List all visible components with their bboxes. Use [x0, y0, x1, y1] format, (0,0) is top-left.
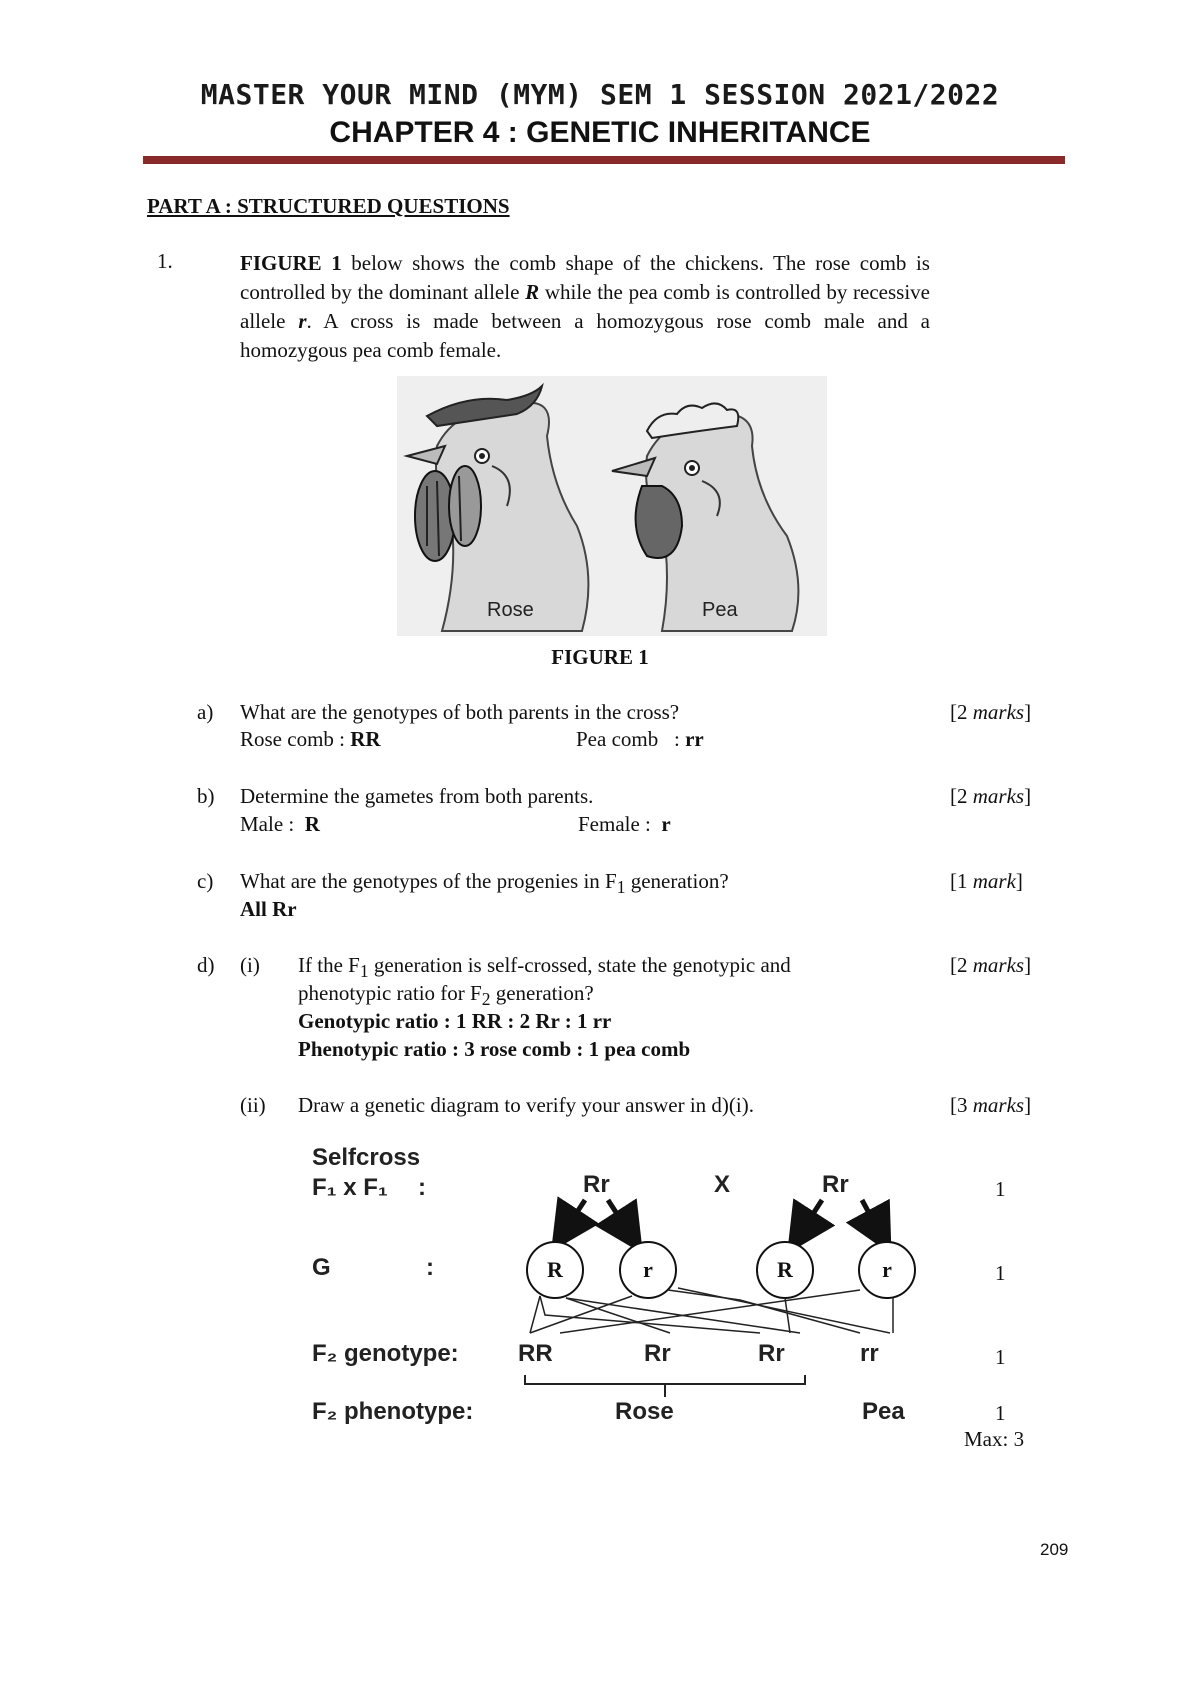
cross-symbol: X — [714, 1171, 731, 1198]
marks-close: ] — [1024, 953, 1032, 977]
allele-dominant: R — [525, 280, 540, 304]
score-f1: 1 — [995, 1177, 1006, 1201]
subscript: 1 — [359, 961, 369, 982]
marks-word: marks — [972, 953, 1025, 977]
f2-genotype-label: F₂ genotype: — [312, 1340, 459, 1367]
f1-cross-label: F₁ x F₁ — [312, 1174, 388, 1201]
page-number: 209 — [1040, 1540, 1069, 1559]
gamete-R-2: R — [777, 1257, 793, 1282]
gametes-label: G — [312, 1254, 331, 1281]
question-text-part: . A cross is made between a homozygous rose comb male and a homozygous pea comb female. — [240, 309, 930, 362]
part-b-question: Determine the gametes from both parents. — [240, 784, 594, 808]
marks-word: marks — [972, 1093, 1025, 1117]
score-f2-phenotype: 1 — [995, 1401, 1006, 1425]
document-title: MASTER YOUR MIND (MYM) SEM 1 SESSION 2021/2022 — [200, 78, 1000, 111]
part-d-label: d) — [197, 953, 215, 977]
marks-open: [2 — [950, 784, 973, 808]
part-d-ii-label: (ii) — [240, 1093, 266, 1117]
figure-caption: FIGURE 1 — [551, 645, 649, 669]
answer-label: Female : — [578, 812, 662, 836]
part-d-ii-question: Draw a genetic diagram to verify your answer in d)(i). — [298, 1093, 754, 1117]
subscript: 2 — [481, 989, 491, 1010]
marks-close: ] — [1024, 784, 1032, 808]
marks-word: mark — [972, 869, 1016, 893]
gamete-R-1: R — [547, 1257, 563, 1282]
part-c-answer: All Rr — [240, 897, 297, 921]
part-c-label: c) — [197, 869, 214, 893]
parent-genotype-1: Rr — [583, 1171, 610, 1198]
marks-word: marks — [972, 784, 1025, 808]
answer-label: Pea comb : — [576, 727, 686, 751]
gamete-r-1: r — [643, 1257, 653, 1282]
f1-colon: : — [418, 1174, 426, 1201]
marks-close: ] — [1015, 869, 1023, 893]
question-text-part: generation? — [625, 869, 729, 893]
question-number: 1. — [157, 249, 173, 273]
marks-word: marks — [972, 700, 1025, 724]
question-text-part: while the pea comb is controlled by recessive allele — [240, 280, 930, 333]
gametes-colon: : — [426, 1254, 434, 1281]
marks-open: [2 — [950, 953, 973, 977]
answer-value: R — [304, 812, 320, 836]
marks-open: [1 — [950, 869, 973, 893]
part-a-label: a) — [197, 700, 214, 724]
question-text-part: below shows the comb shape of the chickens. The rose comb is controlled by the dominant allele — [240, 251, 930, 304]
question-text-part: generation? — [490, 981, 594, 1005]
subscript: 1 — [616, 877, 626, 898]
parent-genotype-2: Rr — [822, 1171, 849, 1198]
genotypic-ratio-answer: Genotypic ratio : 1 RR : 2 Rr : 1 rr — [298, 1009, 612, 1033]
part-d-i-label: (i) — [240, 953, 260, 977]
question-text-part: phenotypic ratio for F — [298, 981, 482, 1005]
answer-value: r — [661, 812, 671, 836]
phenotypic-ratio-answer: Phenotypic ratio : 3 rose comb : 1 pea comb — [298, 1037, 691, 1061]
figure-label-pea: Pea — [702, 599, 738, 621]
chapter-title: CHAPTER 4 : GENETIC INHERITANCE — [329, 116, 871, 149]
f2-genotype-RR: RR — [518, 1340, 553, 1367]
score-f2-genotype: 1 — [995, 1345, 1006, 1369]
question-text-part: If the F — [298, 953, 360, 977]
phenotype-rose: Rose — [615, 1398, 674, 1425]
part-a-question: What are the genotypes of both parents in the cross? — [240, 700, 680, 724]
marks-close: ] — [1024, 700, 1032, 724]
answer-label: Rose comb : — [240, 727, 351, 751]
f2-phenotype-label: F₂ phenotype: — [312, 1398, 474, 1425]
answer-label: Male : — [240, 812, 305, 836]
question-text-part: generation is self-crossed, state the genotypic and — [368, 953, 791, 977]
answer-value: RR — [350, 727, 381, 751]
part-b-label: b) — [197, 784, 215, 808]
marks-close: ] — [1024, 1093, 1032, 1117]
marks-open: [2 — [950, 700, 973, 724]
max-score: Max: 3 — [964, 1427, 1025, 1451]
figure-label-rose: Rose — [487, 599, 534, 621]
gamete-r-2: r — [882, 1257, 892, 1282]
marks-open: [3 — [950, 1093, 973, 1117]
f2-genotype-Rr-2: Rr — [758, 1340, 785, 1367]
answer-value: rr — [685, 727, 704, 751]
score-gametes: 1 — [995, 1261, 1006, 1285]
question-text-part: What are the genotypes of the progenies in F — [240, 869, 617, 893]
allele-recessive: r — [298, 309, 307, 333]
figure-reference: FIGURE 1 — [240, 251, 342, 275]
selfcross-label: Selfcross — [312, 1144, 421, 1171]
part-title: PART A : STRUCTURED QUESTIONS — [147, 194, 510, 218]
f2-genotype-Rr-1: Rr — [644, 1340, 671, 1367]
phenotype-pea: Pea — [862, 1398, 905, 1425]
f2-genotype-rr: rr — [860, 1340, 879, 1367]
